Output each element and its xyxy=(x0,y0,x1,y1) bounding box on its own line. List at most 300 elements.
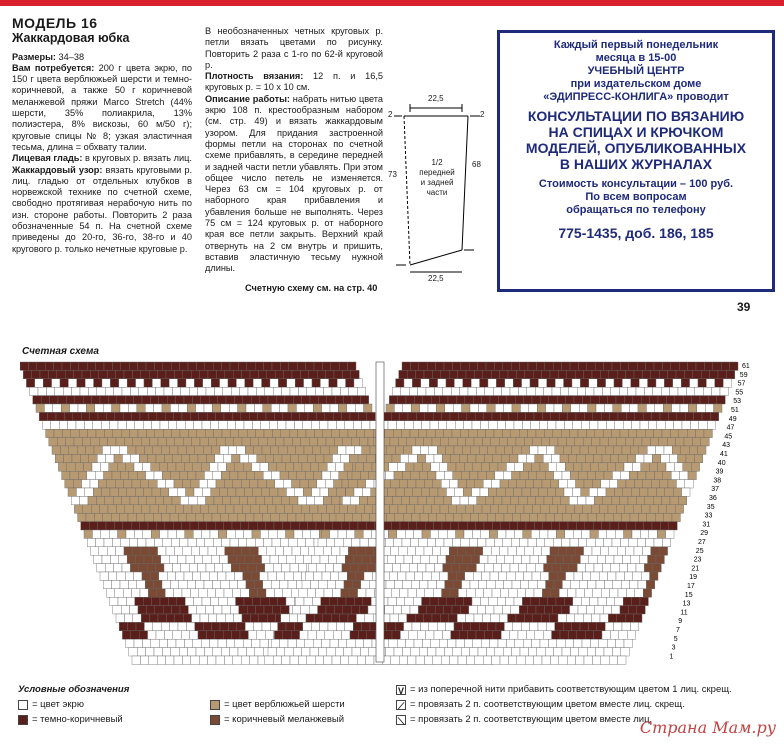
chart-cell xyxy=(115,412,123,420)
chart-row-number: 59 xyxy=(739,371,748,379)
chart-cell xyxy=(144,555,152,563)
chart-cell xyxy=(53,404,61,412)
chart-cell xyxy=(603,429,611,437)
chart-cell xyxy=(530,488,538,496)
chart-cell xyxy=(429,379,437,387)
chart-cell xyxy=(446,555,454,563)
chart-cell xyxy=(429,446,437,454)
chart-cell xyxy=(355,530,363,538)
chart-cell xyxy=(368,496,376,504)
chart-cell xyxy=(275,370,283,378)
chart-cell xyxy=(396,555,404,563)
chart-cell xyxy=(511,538,519,546)
chart-cell xyxy=(312,555,320,563)
chart-cell xyxy=(256,387,264,395)
chart-cell xyxy=(172,564,180,572)
chart-cell xyxy=(190,454,198,462)
chart-cell xyxy=(568,522,576,530)
chart-cell xyxy=(120,513,128,521)
chart-cell xyxy=(28,362,36,370)
chart-cell xyxy=(681,446,689,454)
chart-cell xyxy=(484,631,492,639)
chart-cell xyxy=(276,648,284,656)
chart-cell xyxy=(108,572,116,580)
chart-cell xyxy=(55,454,63,462)
chart-cell xyxy=(230,538,238,546)
legend-melange-text: = коричневый меланжевый xyxy=(224,714,345,725)
chart-cell xyxy=(180,538,188,546)
chart-cell xyxy=(648,379,656,387)
chart-cell xyxy=(448,639,456,647)
chart-cell xyxy=(620,538,628,546)
chart-cell xyxy=(646,538,654,546)
chart-cell xyxy=(217,438,225,446)
chart-cell xyxy=(400,589,408,597)
chart-cell xyxy=(223,631,231,639)
chart-cell xyxy=(122,496,130,504)
chart-cell xyxy=(495,471,503,479)
chart-cell xyxy=(109,530,117,538)
chart-cell xyxy=(436,648,444,656)
chart-cell xyxy=(612,471,620,479)
chart-cell xyxy=(164,496,172,504)
chart-cell xyxy=(669,522,677,530)
chart-cell xyxy=(415,614,423,622)
pattern-side-right: 2 xyxy=(480,110,485,119)
jacquard-paragraph xyxy=(12,165,192,255)
chart-cell xyxy=(209,572,217,580)
chart-cell xyxy=(283,480,291,488)
chart-cell xyxy=(407,614,415,622)
chart-cell xyxy=(537,580,545,588)
chart-cell xyxy=(267,614,275,622)
chart-cell xyxy=(215,631,223,639)
chart-cell xyxy=(122,631,130,639)
chart-cell xyxy=(199,412,207,420)
chart-cell xyxy=(167,505,175,513)
chart-cell xyxy=(505,379,513,387)
chart-cell xyxy=(210,639,218,647)
chart-cell xyxy=(464,597,472,605)
chart-cell xyxy=(515,463,523,471)
chart-cell xyxy=(136,379,144,387)
chart-cell xyxy=(339,362,347,370)
chart-cell xyxy=(469,538,477,546)
ad-line-4: при издательском доме xyxy=(570,78,702,90)
chart-cell xyxy=(422,639,430,647)
chart-cell xyxy=(243,463,251,471)
chart-cell xyxy=(254,404,262,412)
chart-cell xyxy=(524,505,532,513)
chart-cell xyxy=(489,421,497,429)
chart-cell xyxy=(575,370,583,378)
chart-cell xyxy=(358,412,366,420)
chart-cell xyxy=(206,496,214,504)
chart-cell xyxy=(579,404,587,412)
model-subtitle: Жаккардовая юбка xyxy=(12,31,130,46)
chart-cell xyxy=(328,622,336,630)
chart-cell xyxy=(639,379,647,387)
chart-cell xyxy=(504,513,512,521)
chart-cell xyxy=(227,530,235,538)
chart-cell xyxy=(44,404,52,412)
chart-cell xyxy=(581,421,589,429)
chart-cell xyxy=(390,438,398,446)
chart-cell xyxy=(678,454,686,462)
chart-cell xyxy=(483,370,491,378)
chart-cell xyxy=(355,463,363,471)
chart-cell xyxy=(292,606,300,614)
chart-cell xyxy=(478,471,486,479)
chart-cell xyxy=(398,396,406,404)
chart-cell xyxy=(107,547,115,555)
chart-cell xyxy=(527,496,535,504)
chart-cell xyxy=(255,362,263,370)
chart-cell xyxy=(572,488,580,496)
chart-cell xyxy=(274,454,282,462)
chart-cell xyxy=(599,396,607,404)
chart-cell xyxy=(600,547,608,555)
chart-cell xyxy=(683,396,691,404)
chart-cell xyxy=(212,404,220,412)
chart-cell xyxy=(432,547,440,555)
chart-cell xyxy=(76,488,84,496)
chart-cell xyxy=(275,547,283,555)
chart-cell xyxy=(116,370,124,378)
chart-cell xyxy=(20,362,28,370)
chart-cell xyxy=(204,404,212,412)
chart-cell xyxy=(607,463,615,471)
chart-cell xyxy=(642,370,650,378)
chart-cell xyxy=(157,589,165,597)
chart-cell xyxy=(700,396,708,404)
chart-cell xyxy=(405,530,413,538)
chart-cell xyxy=(128,580,136,588)
chart-cell xyxy=(449,614,457,622)
chart-cell xyxy=(458,480,466,488)
chart-cell xyxy=(413,488,421,496)
chart-cell xyxy=(365,614,373,622)
chart-cell xyxy=(148,589,156,597)
chart-cell xyxy=(228,622,236,630)
chart-cell xyxy=(390,547,398,555)
chart-cell xyxy=(609,480,617,488)
chart-cell xyxy=(271,639,279,647)
chart-cell xyxy=(458,656,466,664)
legend-camel-text: = цвет верблюжьей шерсти xyxy=(224,699,345,710)
chart-cell xyxy=(603,496,611,504)
chart-cell xyxy=(568,631,576,639)
chart-cell xyxy=(508,480,516,488)
chart-cell xyxy=(594,631,602,639)
chart-cell xyxy=(354,555,362,563)
chart-cell xyxy=(417,522,425,530)
chart-cell xyxy=(549,572,557,580)
model-title: МОДЕЛЬ 16 xyxy=(12,15,98,31)
legend xyxy=(18,684,778,726)
chart-cell xyxy=(156,454,164,462)
chart-cell xyxy=(554,580,562,588)
chart-cell xyxy=(171,362,179,370)
chart-cell xyxy=(480,555,488,563)
chart-cell xyxy=(441,480,449,488)
chart-cell xyxy=(612,429,620,437)
chart-cell xyxy=(357,547,365,555)
chart-cell xyxy=(615,597,623,605)
chart-cell xyxy=(366,656,374,664)
chart-cell xyxy=(430,597,438,605)
chart-cell xyxy=(250,480,258,488)
chart-cell xyxy=(456,530,464,538)
chart-cell xyxy=(402,606,410,614)
chart-cell xyxy=(234,438,242,446)
chart-cell xyxy=(279,446,287,454)
chart-cell xyxy=(431,463,439,471)
chart-cell xyxy=(188,648,196,656)
chart-cell xyxy=(533,370,541,378)
chart-cell xyxy=(212,446,220,454)
chart-cell xyxy=(386,580,394,588)
chart-cell xyxy=(342,370,350,378)
chart-cell xyxy=(100,572,108,580)
chart-cell xyxy=(498,639,506,647)
chart-cell xyxy=(437,446,445,454)
ecru-swatch xyxy=(18,700,28,710)
chart-cell xyxy=(66,396,74,404)
chart-cell xyxy=(286,421,294,429)
chart-cell xyxy=(510,454,518,462)
chart-cell xyxy=(470,471,478,479)
chart-cell xyxy=(201,396,209,404)
chart-cell xyxy=(662,429,670,437)
chart-cell xyxy=(642,505,650,513)
chart-cell xyxy=(282,564,290,572)
chart-cell xyxy=(535,631,543,639)
chart-cell xyxy=(274,522,282,530)
chart-cell xyxy=(479,513,487,521)
chart-cell xyxy=(434,454,442,462)
chart-cell xyxy=(254,622,262,630)
chart-cell xyxy=(133,505,141,513)
chart-cell xyxy=(612,606,620,614)
chart-cell xyxy=(160,421,168,429)
chart-cell xyxy=(94,446,102,454)
chart-cell xyxy=(446,622,454,630)
chart-cell xyxy=(352,471,360,479)
chart-cell xyxy=(516,614,524,622)
chart-row-number: 40 xyxy=(717,459,726,467)
chart-cell xyxy=(431,639,439,647)
chart-cell xyxy=(452,362,460,370)
materials-paragraph xyxy=(12,63,192,153)
chart-cell xyxy=(406,505,414,513)
chart-cell xyxy=(500,412,508,420)
chart-cell xyxy=(578,538,586,546)
chart-cell xyxy=(454,622,462,630)
chart-cell xyxy=(465,572,473,580)
chart-cell xyxy=(208,438,216,446)
chart-cell xyxy=(59,421,67,429)
chart-cell xyxy=(282,656,290,664)
chart-cell xyxy=(175,614,183,622)
chart-cell xyxy=(295,555,303,563)
chart-cell xyxy=(302,530,310,538)
chart-cell xyxy=(499,438,507,446)
chart-cell xyxy=(466,370,474,378)
chart-cell xyxy=(450,480,458,488)
chart-cell xyxy=(649,463,657,471)
chart-cell xyxy=(593,412,601,420)
chart-cell xyxy=(154,471,162,479)
legend-dark-text: = темно-коричневый xyxy=(32,714,123,725)
chart-cell xyxy=(635,589,643,597)
chart-cell xyxy=(171,648,179,656)
chart-cell xyxy=(521,513,529,521)
chart-cell xyxy=(268,505,276,513)
chart-cell xyxy=(119,622,127,630)
chart-cell xyxy=(335,538,343,546)
chart-cell xyxy=(155,429,163,437)
chart-cell xyxy=(473,639,481,647)
chart-cell xyxy=(408,589,416,597)
chart-row-number: 43 xyxy=(722,442,730,450)
chart-cell xyxy=(573,530,581,538)
chart-cell xyxy=(117,572,125,580)
chart-cell xyxy=(463,488,471,496)
chart-cell xyxy=(661,387,669,395)
chart-cell xyxy=(106,454,114,462)
chart-cell xyxy=(437,622,445,630)
chart-cell xyxy=(425,412,433,420)
chart-cell xyxy=(675,396,683,404)
chart-cell xyxy=(188,429,196,437)
chart-cell xyxy=(547,488,555,496)
chart-cell xyxy=(140,522,148,530)
chart-cell xyxy=(583,614,591,622)
chart-cell xyxy=(185,530,193,538)
chart-cell xyxy=(330,530,338,538)
chart-cell xyxy=(514,597,522,605)
chart-cell xyxy=(171,538,179,546)
chart-cell xyxy=(564,379,572,387)
chart-cell xyxy=(180,496,188,504)
chart-cell xyxy=(624,396,632,404)
sizes-paragraph xyxy=(12,52,192,63)
chart-cell xyxy=(657,421,665,429)
chart-cell xyxy=(394,580,402,588)
chart-cell xyxy=(180,362,188,370)
chart-cell xyxy=(327,463,335,471)
chart-cell xyxy=(568,454,576,462)
chart-cell xyxy=(108,396,116,404)
chart-cell xyxy=(434,522,442,530)
chart-cell xyxy=(356,505,364,513)
chart-cell xyxy=(255,648,263,656)
chart-cell xyxy=(318,505,326,513)
chart-cell xyxy=(692,438,700,446)
chart-cell xyxy=(576,656,584,664)
chart-cell xyxy=(298,429,306,437)
chart-cell xyxy=(232,631,240,639)
chart-cell xyxy=(324,589,332,597)
chart-cell xyxy=(334,606,342,614)
chart-cell xyxy=(140,589,148,597)
chart-cell xyxy=(261,421,269,429)
chart-cell xyxy=(656,488,664,496)
chart-cell xyxy=(237,446,245,454)
chart-cell xyxy=(197,606,205,614)
chart-cell xyxy=(213,648,221,656)
chart-cell xyxy=(436,580,444,588)
chart-cell xyxy=(228,446,236,454)
chart-cell xyxy=(51,421,59,429)
chart-cell xyxy=(64,412,72,420)
chart-cell xyxy=(78,471,86,479)
chart-cell xyxy=(344,396,352,404)
chart-cell xyxy=(415,438,423,446)
chart-cell xyxy=(267,438,275,446)
chart-cell xyxy=(314,572,322,580)
chart-cell xyxy=(597,446,605,454)
chart-cell xyxy=(490,396,498,404)
chart-cell xyxy=(468,564,476,572)
chart-cell xyxy=(278,379,286,387)
chart-cell xyxy=(559,589,567,597)
chart-cell xyxy=(250,614,258,622)
chart-cell xyxy=(167,396,175,404)
chart-cell xyxy=(219,488,227,496)
chart-cell xyxy=(432,370,440,378)
chart-cell xyxy=(236,555,244,563)
chart-cell xyxy=(244,597,252,605)
chart-cell xyxy=(655,513,663,521)
chart-cell xyxy=(632,597,640,605)
chart-cell xyxy=(490,639,498,647)
chart-cell xyxy=(606,421,614,429)
chart-cell xyxy=(586,387,594,395)
chart-row-number: 13 xyxy=(682,600,691,608)
chart-cell xyxy=(185,421,193,429)
chart-cell xyxy=(527,387,535,395)
chart-cell xyxy=(584,480,592,488)
chart-cell xyxy=(353,421,361,429)
chart-cell xyxy=(652,412,660,420)
chart-cell xyxy=(632,421,640,429)
top-red-bar xyxy=(0,0,784,6)
pattern-center-text: 1/2 передней и задней части xyxy=(419,158,455,197)
chart-cell xyxy=(90,412,98,420)
chart-cell xyxy=(132,656,140,664)
chart-cell xyxy=(291,589,299,597)
chart-cell xyxy=(624,463,632,471)
chart-cell xyxy=(654,471,662,479)
chart-cell xyxy=(160,597,168,605)
ad-phone: 775-1435, доб. 186, 185 xyxy=(558,225,714,241)
chart-cell xyxy=(404,379,412,387)
chart-cell xyxy=(490,572,498,580)
chart-cell xyxy=(322,639,330,647)
chart-cell xyxy=(420,513,428,521)
chart-cell xyxy=(161,379,169,387)
chart-cell xyxy=(224,589,232,597)
chart-cell xyxy=(138,429,146,437)
chart-cell xyxy=(183,614,191,622)
chart-cell xyxy=(65,370,73,378)
chart-cell xyxy=(212,513,220,521)
chart-cell xyxy=(272,362,280,370)
chart-cell xyxy=(522,379,530,387)
chart-cell xyxy=(347,404,355,412)
